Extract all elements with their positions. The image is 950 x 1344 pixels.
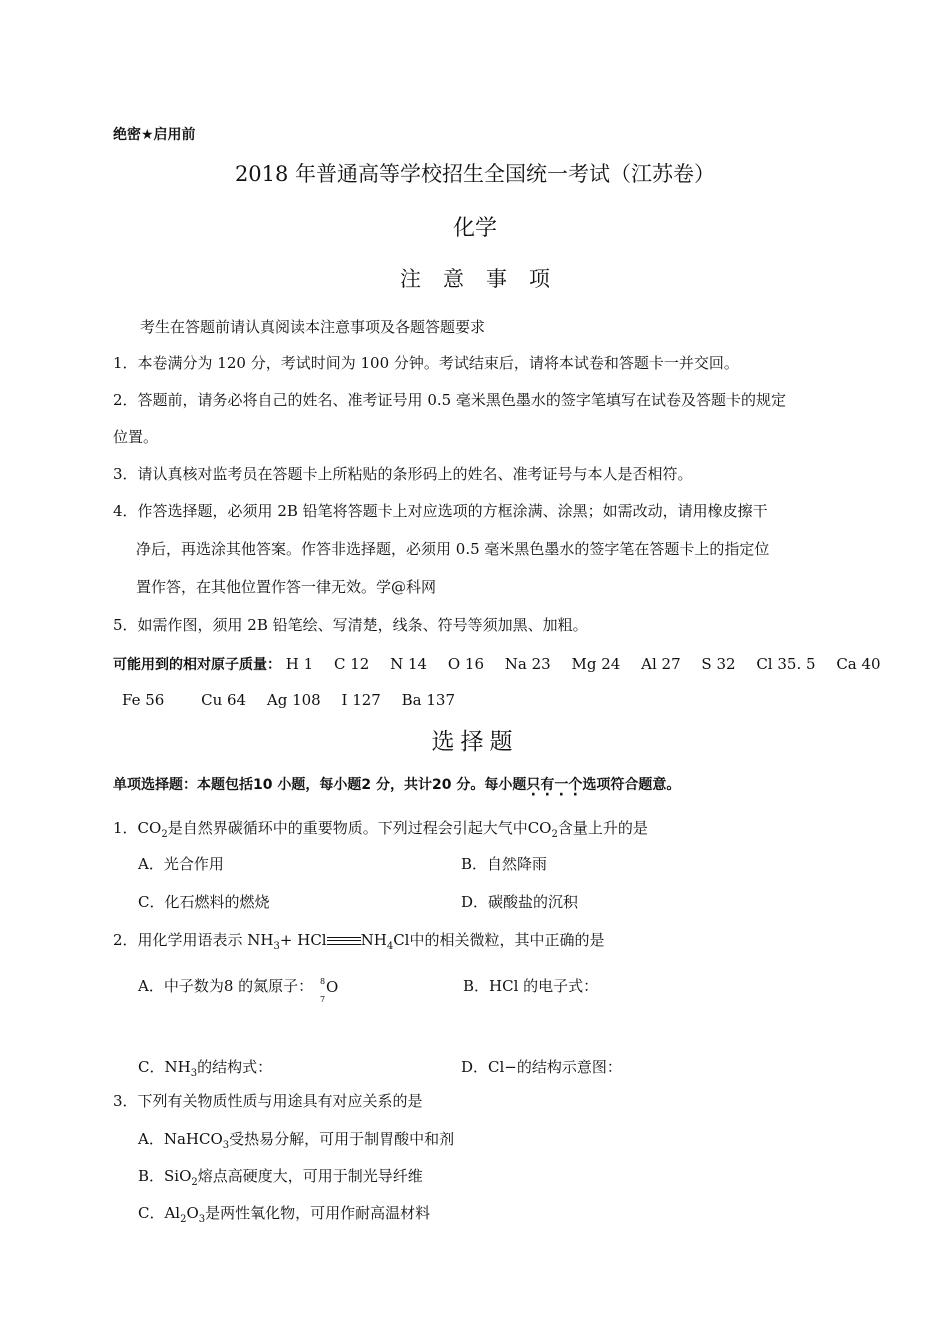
stem-text: 含量上升的是 — [557, 819, 648, 837]
question-1-option-d: D．碳酸盐的沉积 — [461, 893, 579, 911]
question-1-option-b: B．自然降雨 — [461, 855, 548, 873]
stem-text: + HCl — [279, 931, 327, 949]
option-text: 的结构式： — [197, 1058, 273, 1076]
question-2-option-b: B．HCl 的电子式： — [463, 977, 599, 995]
subscript: 3 — [198, 1214, 206, 1225]
question-2-stem — [113, 929, 604, 952]
notice-item-2-cont: 位置。 — [113, 428, 159, 446]
atomic-mass-item: Fe 56 — [122, 691, 165, 709]
exam-title: 2018 年普通高等学校招生全国统一考试（江苏卷） — [234, 162, 716, 186]
atomic-mass-item: Cu 64 — [201, 691, 247, 709]
emphasis-char: 一 — [554, 777, 569, 793]
section-instruction — [113, 774, 680, 794]
subscript: 2 — [161, 829, 168, 840]
question-3-option-a — [138, 1128, 454, 1151]
confidential-label: 绝密★启用前 — [113, 127, 196, 143]
option-text: B．SiO — [138, 1167, 192, 1185]
notice-intro: 考生在答题前请认真阅读本注意事项及各题答题要求 — [140, 318, 486, 336]
question-1-stem — [113, 817, 648, 840]
atomic-mass-item: Mg 24 — [571, 655, 621, 673]
option-text: 是两性氧化物，可用作耐高温材料 — [205, 1204, 431, 1222]
atomic-mass-item: Ag 108 — [266, 691, 321, 709]
stem-text: 2．用化学用语表示 NH — [113, 931, 274, 949]
equals-sign — [327, 937, 361, 945]
stem-text: NH — [360, 931, 387, 949]
instruction-text: 选项符合题意。 — [582, 777, 681, 793]
notice-item-4: 4．作答选择题，必须用 2B 铅笔将答题卡上对应选项的方框涂满、涂黑；如需改动，请用橡皮擦干 — [113, 502, 768, 520]
option-text: 熔点高硬度大，可用于制光导纤维 — [197, 1167, 423, 1185]
atomic-number: 7 — [319, 995, 326, 1004]
question-1-option-c: C．化石燃料的燃烧 — [138, 893, 270, 911]
subscript: 2 — [551, 829, 558, 840]
notice-item-4-cont2: 置作答，在其他位置作答一律无效。学@科网 — [136, 578, 437, 596]
atomic-mass-item: O 16 — [447, 655, 485, 673]
atomic-mass-item: C 12 — [333, 655, 370, 673]
atomic-mass-row-2 — [122, 691, 471, 709]
notice-item-2: 2．答题前，请务必将自己的姓名、准考证号用 0.5 毫米黑色墨水的签字笔填写在试卷及答题卡的规定 — [113, 391, 786, 409]
atomic-mass-item: I 127 — [341, 691, 381, 709]
atomic-mass-label: 可能用到的相对原子质量： — [113, 657, 281, 673]
question-3-stem: 3．下列有关物质性质与用途具有对应关系的是 — [113, 1092, 423, 1110]
option-text: A．中子数为8 的氮原子： — [138, 977, 314, 995]
mass-number: 8 — [319, 977, 326, 986]
stem-text: Cl中的相关微粒，其中正确的是 — [393, 931, 605, 949]
emphasis-char: 有 — [540, 777, 555, 793]
emphasis-char: 只 — [526, 777, 541, 793]
notice-heading: 注意事项 — [400, 267, 572, 291]
option-text: O — [186, 1204, 199, 1222]
nuclide-notation — [318, 977, 339, 1004]
atomic-mass-item: Na 23 — [504, 655, 551, 673]
subscript: 4 — [386, 941, 394, 952]
question-2-option-a — [138, 975, 339, 1004]
subscript: 3 — [222, 1140, 230, 1151]
section-title: 选择题 — [431, 729, 519, 755]
subject-title: 化学 — [452, 216, 497, 241]
atomic-mass-item: Ca 40 — [836, 655, 881, 673]
element-symbol: O — [325, 978, 339, 996]
question-2-option-c — [138, 1056, 272, 1079]
atomic-mass-item: H 1 — [285, 655, 314, 673]
atomic-mass-row-1 — [113, 654, 881, 674]
atomic-mass-item: Al 27 — [641, 655, 681, 673]
question-2-option-d: D．Cl−的结构示意图： — [461, 1058, 622, 1076]
stem-text: 是自然界碳循环中的重要物质。下列过程会引起大气中CO — [167, 819, 552, 837]
atomic-mass-item: N 14 — [390, 655, 428, 673]
question-3-option-b — [138, 1165, 423, 1188]
option-text: C．NH — [138, 1058, 191, 1076]
subscript: 3 — [273, 941, 280, 952]
subscript: 3 — [190, 1068, 198, 1079]
notice-item-3: 3．请认真核对监考员在答题卡上所粘贴的条形码上的姓名、准考证号与本人是否相符。 — [113, 465, 693, 483]
notice-item-1: 1．本卷满分为 120 分，考试时间为 100 分钟。考试结束后，请将本试卷和答题卡一并交回。 — [113, 354, 739, 372]
notice-item-5: 5．如需作图，须用 2B 铅笔绘、写清楚，线条、符号等须加黑、加粗。 — [113, 616, 588, 634]
option-text: C．Al — [138, 1204, 181, 1222]
emphasis-char: 个 — [568, 777, 583, 793]
question-1-option-a: A．光合作用 — [138, 855, 224, 873]
option-text: A．NaHCO — [138, 1130, 223, 1148]
subscript: 2 — [191, 1177, 198, 1188]
subscript: 2 — [180, 1214, 187, 1225]
atomic-mass-item: S 32 — [701, 655, 736, 673]
instruction-text: 单项选择题：本题包括10 小题，每小题2 分，共计20 分。每小题 — [113, 777, 527, 793]
notice-item-4-cont1: 净后，再选涂其他答案。作答非选择题，必须用 0.5 毫米黑色墨水的签字笔在答题卡上的指定位 — [136, 540, 770, 558]
option-text: 受热易分解，可用于制胃酸中和剂 — [229, 1130, 455, 1148]
question-3-option-c — [138, 1202, 430, 1225]
atomic-mass-item: Cl 35. 5 — [756, 655, 816, 673]
atomic-mass-item: Ba 137 — [401, 691, 455, 709]
stem-text: 1．CO — [113, 819, 162, 837]
